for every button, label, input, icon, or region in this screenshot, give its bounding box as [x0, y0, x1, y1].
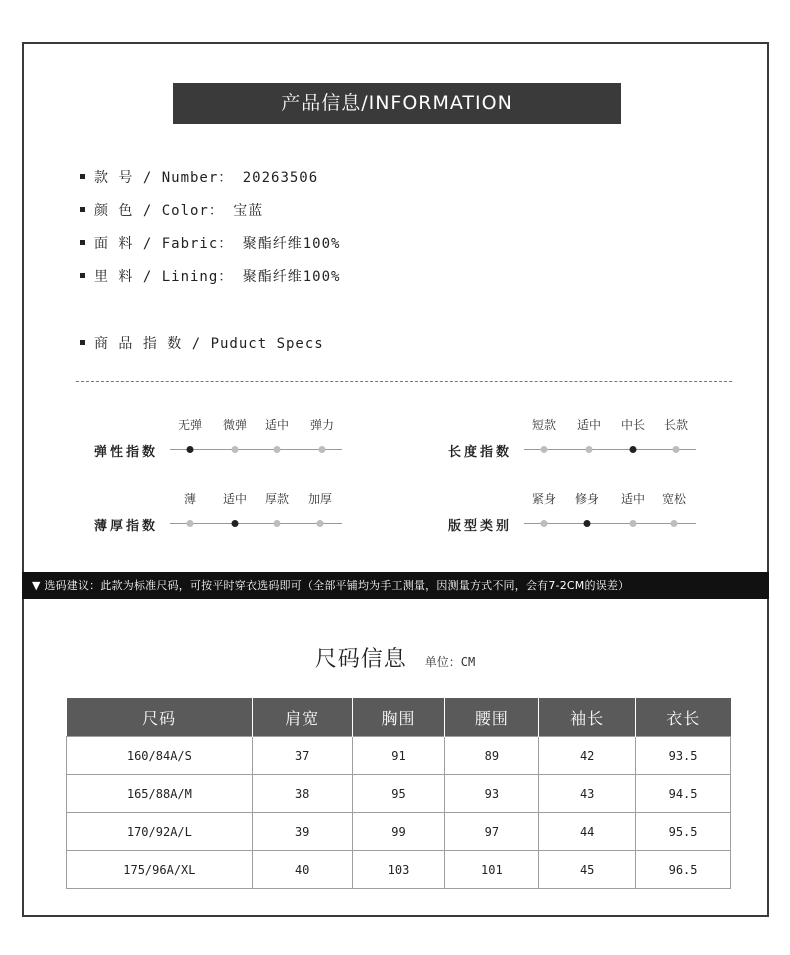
table-cell: 91	[352, 737, 445, 775]
specs-heading	[80, 333, 324, 353]
table-cell: 42	[539, 737, 636, 775]
spec-option: 微弹	[222, 418, 248, 432]
table-row	[67, 813, 731, 851]
header-shoulder: 肩宽	[252, 698, 352, 737]
table-cell: 101	[445, 851, 539, 889]
table-row	[67, 775, 731, 813]
size-unit: 单位：CM	[424, 655, 476, 669]
spec-option: 宽松	[661, 492, 687, 506]
header-length: 衣长	[636, 698, 731, 737]
table-cell: 40	[252, 851, 352, 889]
dashed-divider	[76, 381, 732, 382]
spec-track	[170, 449, 342, 450]
spec-dot	[317, 520, 324, 527]
info-fabric-value: 聚酯纤维100%	[242, 236, 341, 252]
spec-option: 短款	[531, 418, 557, 432]
table-row	[67, 737, 731, 775]
spec-option: 紧身	[531, 492, 557, 506]
info-color	[80, 200, 263, 220]
info-lining	[80, 266, 340, 286]
table-cell: 103	[352, 851, 445, 889]
size-info-title: 尺码信息	[314, 647, 407, 672]
spec-option: 修身	[574, 492, 600, 506]
spec-option: 适中	[222, 492, 248, 506]
spec-option: 中长	[620, 418, 646, 432]
spec-dot	[232, 446, 239, 453]
spec-dot-selected	[630, 446, 637, 453]
table-cell: 39	[252, 813, 352, 851]
spec-dot	[671, 520, 678, 527]
table-cell: 99	[352, 813, 445, 851]
info-color-label: 颜 色 / Color：	[94, 203, 224, 219]
spec-length-label: 长度指数	[448, 445, 513, 460]
spec-dot	[187, 520, 194, 527]
spec-track	[524, 449, 696, 450]
table-cell: 170/92A/L	[67, 813, 253, 851]
table-cell: 95	[352, 775, 445, 813]
spec-dot-selected	[232, 520, 239, 527]
table-cell: 97	[445, 813, 539, 851]
table-cell: 45	[539, 851, 636, 889]
spec-dot	[274, 520, 281, 527]
info-number-label: 款 号 / Number：	[94, 170, 234, 186]
bullet-icon	[80, 174, 85, 179]
spec-option: 加厚	[307, 492, 333, 506]
spec-option: 弹力	[309, 418, 335, 432]
info-number-value: 20263506	[242, 170, 319, 186]
size-advice-banner: ▼ 选码建议：此款为标准尺码，可按平时穿衣选码即可（全部平铺均为手工测量，因测量方式不同，会有7-2CM的误差）	[22, 572, 769, 599]
spec-option: 适中	[620, 492, 646, 506]
spec-option: 薄	[183, 492, 197, 506]
size-table	[66, 698, 731, 889]
spec-elasticity	[94, 416, 354, 476]
table-cell: 165/88A/M	[67, 775, 253, 813]
bullet-icon	[80, 340, 85, 345]
info-lining-label: 里 料 / Lining：	[94, 269, 234, 285]
size-table-header	[67, 698, 731, 737]
info-lining-value: 聚酯纤维100%	[242, 269, 341, 285]
spec-thickness	[94, 490, 354, 550]
spec-dot	[586, 446, 593, 453]
spec-dot-selected	[187, 446, 194, 453]
spec-fit	[448, 490, 708, 550]
table-cell: 44	[539, 813, 636, 851]
spec-dot	[541, 446, 548, 453]
spec-length	[448, 416, 708, 476]
bullet-icon	[80, 207, 85, 212]
table-cell: 175/96A/XL	[67, 851, 253, 889]
table-cell: 93.5	[636, 737, 731, 775]
table-cell: 95.5	[636, 813, 731, 851]
bullet-icon	[80, 273, 85, 278]
spec-dot	[673, 446, 680, 453]
spec-option: 厚款	[264, 492, 290, 506]
table-cell: 89	[445, 737, 539, 775]
spec-fit-label: 版型类别	[448, 519, 513, 534]
header-size: 尺码	[67, 698, 253, 737]
header-waist: 腰围	[445, 698, 539, 737]
info-color-value: 宝蓝	[233, 203, 264, 219]
spec-dot	[274, 446, 281, 453]
spec-thickness-label: 薄厚指数	[94, 519, 159, 534]
spec-dot-selected	[584, 520, 591, 527]
table-cell: 160/84A/S	[67, 737, 253, 775]
specs-heading-label: 商 品 指 数 / Puduct Specs	[94, 336, 324, 352]
spec-elasticity-label: 弹性指数	[94, 445, 159, 460]
table-cell: 94.5	[636, 775, 731, 813]
table-cell: 38	[252, 775, 352, 813]
spec-dot	[541, 520, 548, 527]
spec-option: 无弹	[177, 418, 203, 432]
table-cell: 93	[445, 775, 539, 813]
spec-option: 长款	[663, 418, 689, 432]
table-cell: 37	[252, 737, 352, 775]
info-number	[80, 167, 318, 187]
info-fabric-label: 面 料 / Fabric：	[94, 236, 234, 252]
section-title-information: 产品信息/INFORMATION	[173, 83, 621, 124]
spec-option: 适中	[576, 418, 602, 432]
bullet-icon	[80, 240, 85, 245]
spec-option: 适中	[264, 418, 290, 432]
size-info-heading	[0, 642, 790, 673]
info-fabric	[80, 233, 340, 253]
header-chest: 胸围	[352, 698, 445, 737]
header-sleeve: 袖长	[539, 698, 636, 737]
spec-dot	[319, 446, 326, 453]
spec-dot	[630, 520, 637, 527]
table-row	[67, 851, 731, 889]
table-cell: 43	[539, 775, 636, 813]
table-cell: 96.5	[636, 851, 731, 889]
